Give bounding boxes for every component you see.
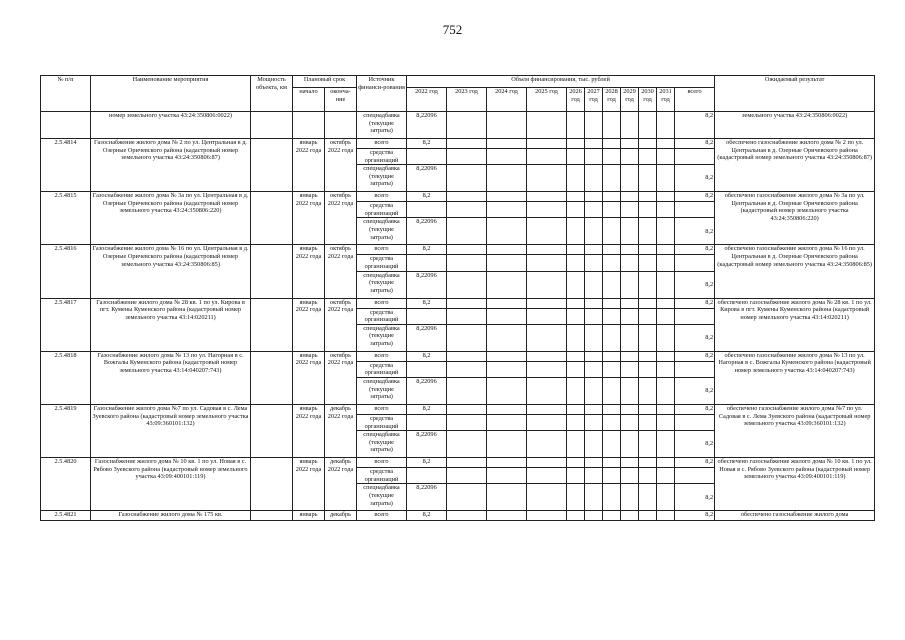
cell-sum-special: 8,2 [675, 324, 715, 351]
cell-end: октябрь 2022 года [325, 192, 357, 245]
cell-source-total: всего [357, 192, 407, 202]
cell-sum-total: 8,2 [675, 351, 715, 361]
header-num: № п/п [41, 76, 91, 112]
cell-source-special: спецнадбавка (текущие затраты) [357, 165, 407, 192]
cell-capacity [251, 112, 293, 139]
table-row [41, 404, 875, 414]
cell-start: январь 2022 года [293, 139, 325, 192]
header-result: Ожидаемый результат [715, 76, 875, 112]
cell-2022-special: 8,22096 [407, 218, 447, 245]
cell-sum-special: 8,2 [675, 271, 715, 298]
cell-name: Газоснабжение жилого дома № 28 кв. 1 по ул. Кирова в пгт. Кумены Куменского района (кадастровый номер земельного участка 43:14:020211) [91, 298, 251, 351]
cell-source-total: всего [357, 245, 407, 255]
cell-2022-total: 8,2 [407, 351, 447, 361]
cell-source-total: всего [357, 404, 407, 414]
cell-num [41, 112, 91, 139]
cell-end: октябрь 2022 года [325, 139, 357, 192]
table-row-partial [41, 511, 875, 521]
cell-result: земельного участка 43:24:350806:0022) [715, 112, 875, 139]
cell-2022-special: 8,22096 [407, 271, 447, 298]
cell-2022-total: 8,2 [407, 245, 447, 255]
cell-end: декабрь 2022 года [325, 404, 357, 457]
cell-result: обеспечено газоснабжение жилого дома № 13 по ул. Нагорная в с. Вожгалы Куменского района (кадастровый номер земельного участка 43:14:040207:743) [715, 351, 875, 404]
header-year-2026: 2026 год [567, 88, 585, 112]
header-year-2029: 2029 год [621, 88, 639, 112]
cell-capacity [251, 404, 293, 457]
header-period-start: начало [293, 88, 325, 112]
table-row-continuation [41, 112, 875, 139]
cell-name: Газоснабжение жилого дома № 16 по ул. Центральная в д. Озерные Оричевского района (кадастровый номер земельного участка 43:24:350806:85) [91, 245, 251, 298]
cell-source-org: средства организаций [357, 149, 407, 165]
table-row [41, 298, 875, 308]
cell-num: 2.5.4820 [41, 458, 91, 511]
table-row [41, 351, 875, 361]
header-volume: Объем финансирования, тыс. рублей [407, 76, 715, 88]
cell-capacity [251, 139, 293, 192]
cell-name: номер земельного участка 43:24:350806:0022) [91, 112, 251, 139]
header-year-2024: 2024 год [487, 88, 527, 112]
cell-end: декабрь 2022 года [325, 458, 357, 511]
cell-2022-total: 8,2 [407, 139, 447, 149]
header-year-2031: 2031 год [657, 88, 675, 112]
cell-source-special: спецнадбавка (текущие затраты) [357, 218, 407, 245]
cell-start [293, 112, 325, 139]
cell-source-special: спецнадбавка (текущие затраты) [357, 271, 407, 298]
cell-start: январь 2022 года [293, 351, 325, 404]
cell-num: 2.5.4817 [41, 298, 91, 351]
cell-num: 2.5.4815 [41, 192, 91, 245]
cell-source-total: всего [357, 298, 407, 308]
cell-sum-total: 8,2 [675, 298, 715, 308]
cell-2022-total: 8,2 [407, 298, 447, 308]
cell-capacity [251, 458, 293, 511]
cell-2022-total: 8,2 [407, 458, 447, 468]
cell-num: 2.5.4821 [41, 511, 91, 521]
table-row [41, 139, 875, 149]
header-capacity: Мощность объекта, км [251, 76, 293, 112]
header-total: всего [675, 88, 715, 112]
cell-2022-total: 8,2 [407, 192, 447, 202]
cell-result: обеспечено газоснабжение жилого дома [715, 511, 875, 521]
cell-name: Газоснабжение жилого дома № 3а по ул. Центральная в д. Озерные Оричевского района (кадастровый номер земельного участка 43:24:350806:220) [91, 192, 251, 245]
cell-start: январь 2022 года [293, 245, 325, 298]
cell-num: 2.5.4814 [41, 139, 91, 192]
cell-name: Газоснабжение жилого дома № 10 кв. 1 по ул. Новая в с. Рябово Зуевского района (кадастровый номер земельного участка 43:09:400101:119) [91, 458, 251, 511]
header-year-2022: 2022 год [407, 88, 447, 112]
cell-source-org: средства организаций [357, 308, 407, 324]
cell-capacity [251, 298, 293, 351]
cell-total: 8,2 [675, 112, 715, 139]
cell-sum-total: 8,2 [675, 139, 715, 149]
cell-source-special: спецнадбавка (текущие затраты) [357, 377, 407, 404]
cell-name: Газоснабжение жилого дома № 13 по ул. Нагорная в с. Вожгалы Куменского района (кадастровый номер земельного участка 43:14:040207:743) [91, 351, 251, 404]
financing-table [40, 75, 875, 521]
cell-start: январь 2022 года [293, 192, 325, 245]
cell-source-special: спецнадбавка (текущие затраты) [357, 431, 407, 458]
table-row [41, 458, 875, 468]
header-year-2023: 2023 год [447, 88, 487, 112]
cell-num: 2.5.4819 [41, 404, 91, 457]
header-period: Плановый срок [293, 76, 357, 88]
cell-start: январь 2022 года [293, 298, 325, 351]
cell-capacity [251, 351, 293, 404]
cell-sum-special: 8,2 [675, 484, 715, 511]
header-year-2027: 2027 год [585, 88, 603, 112]
cell-source-org: средства организаций [357, 468, 407, 484]
cell-name: Газоснабжение жилого дома №7 по ул. Садовая в с. Лема Зуевского района (кадастровый номер земельного участка 43:09:360101:132) [91, 404, 251, 457]
cell-num: 2.5.4818 [41, 351, 91, 404]
cell-sum-total: 8,2 [675, 458, 715, 468]
cell-2022-special: 8,22096 [407, 377, 447, 404]
cell-2022-special: 8,22096 [407, 165, 447, 192]
cell-result: обеспечено газоснабжение жилого дома № 16 по ул. Центральная в д. Озерные Оричевского района (кадастровый номер земельного участка 43:24:350806:85) [715, 245, 875, 298]
table-row [41, 192, 875, 202]
cell-result: обеспечено газоснабжение жилого дома № 3а по ул. Центральная в д. Озерные Оричевского района (кадастровый номер земельного участка 43:24:350806:220) [715, 192, 875, 245]
cell-sum-total: 8,2 [675, 404, 715, 414]
cell-sum-special: 8,2 [675, 377, 715, 404]
cell-source-total: всего [357, 139, 407, 149]
cell-2022-special: 8,22096 [407, 431, 447, 458]
cell-sum-special: 8,2 [675, 218, 715, 245]
cell-name: Газоснабжение жилого дома № 2 по ул. Центральная в д. Озерные Оричевского района (кадастровый номер земельного участка 43:24:350806:87) [91, 139, 251, 192]
cell-source-total: всего [357, 458, 407, 468]
cell-2022: 8,22096 [407, 112, 447, 139]
cell-sum-special: 8,2 [675, 165, 715, 192]
header-source: Источник финанси-рования [357, 76, 407, 112]
cell-2022-special: 8,22096 [407, 324, 447, 351]
cell-end: октябрь 2022 года [325, 351, 357, 404]
table-row [41, 245, 875, 255]
cell-result: обеспечено газоснабжение жилого дома №7 по ул. Садовая в с. Лема Зуевского района (кадастровый номер земельного участка 43:09:360101:132) [715, 404, 875, 457]
cell-end: октябрь 2022 года [325, 298, 357, 351]
cell-source-org: средства организаций [357, 414, 407, 430]
cell-source-org: средства организаций [357, 202, 407, 218]
cell-sum-total: 8,2 [675, 192, 715, 202]
cell-sum-special: 8,2 [675, 431, 715, 458]
cell-2022-total: 8,2 [407, 404, 447, 414]
cell-end: декабрь [325, 511, 357, 521]
page-number: 752 [442, 22, 463, 37]
cell-end [325, 112, 357, 139]
header-period-end: оконча-ние [325, 88, 357, 112]
cell-source-total: всего [357, 351, 407, 361]
cell-source-org: средства организаций [357, 255, 407, 271]
cell-num: 2.5.4816 [41, 245, 91, 298]
cell-start: январь [293, 511, 325, 521]
cell-result: обеспечено газоснабжение жилого дома № 10 кв. 1 по ул. Новая в с. Рябово Зуевского района (кадастровый номер земельного участка 43:09:400101:119) [715, 458, 875, 511]
cell-result: обеспечено газоснабжение жилого дома № 28 кв. 1 по ул. Кирова в пгт. Кумены Куменского района (кадастровый номер земельного участка 43:14:020211) [715, 298, 875, 351]
cell-source-total: всего [357, 511, 407, 521]
header-name: Наименование мероприятия [91, 76, 251, 112]
header-year-2028: 2028 год [603, 88, 621, 112]
cell-source-special: спецнадбавка (текущие затраты) [357, 324, 407, 351]
cell-sum-total: 8,2 [675, 245, 715, 255]
cell-result: обеспечено газоснабжение жилого дома № 2 по ул. Центральная в д. Озерные Оричевского района (кадастровый номер земельного участка 43:24:350806:87) [715, 139, 875, 192]
cell-name: Газоснабжение жилого дома № 175 кв. [91, 511, 251, 521]
cell-start: январь 2022 года [293, 458, 325, 511]
cell-2022-total: 8,2 [407, 511, 447, 521]
cell-capacity [251, 245, 293, 298]
header-year-2030: 2030 год [639, 88, 657, 112]
cell-sum-total: 8,2 [675, 511, 715, 521]
cell-source: спецнадбавка (текущие затраты) [357, 112, 407, 139]
cell-source-org: средства организаций [357, 361, 407, 377]
header-year-2025: 2025 год [527, 88, 567, 112]
cell-2022-special: 8,22096 [407, 484, 447, 511]
cell-source-special: спецнадбавка (текущие затраты) [357, 484, 407, 511]
cell-capacity [251, 192, 293, 245]
cell-start: январь 2022 года [293, 404, 325, 457]
cell-end: октябрь 2022 года [325, 245, 357, 298]
